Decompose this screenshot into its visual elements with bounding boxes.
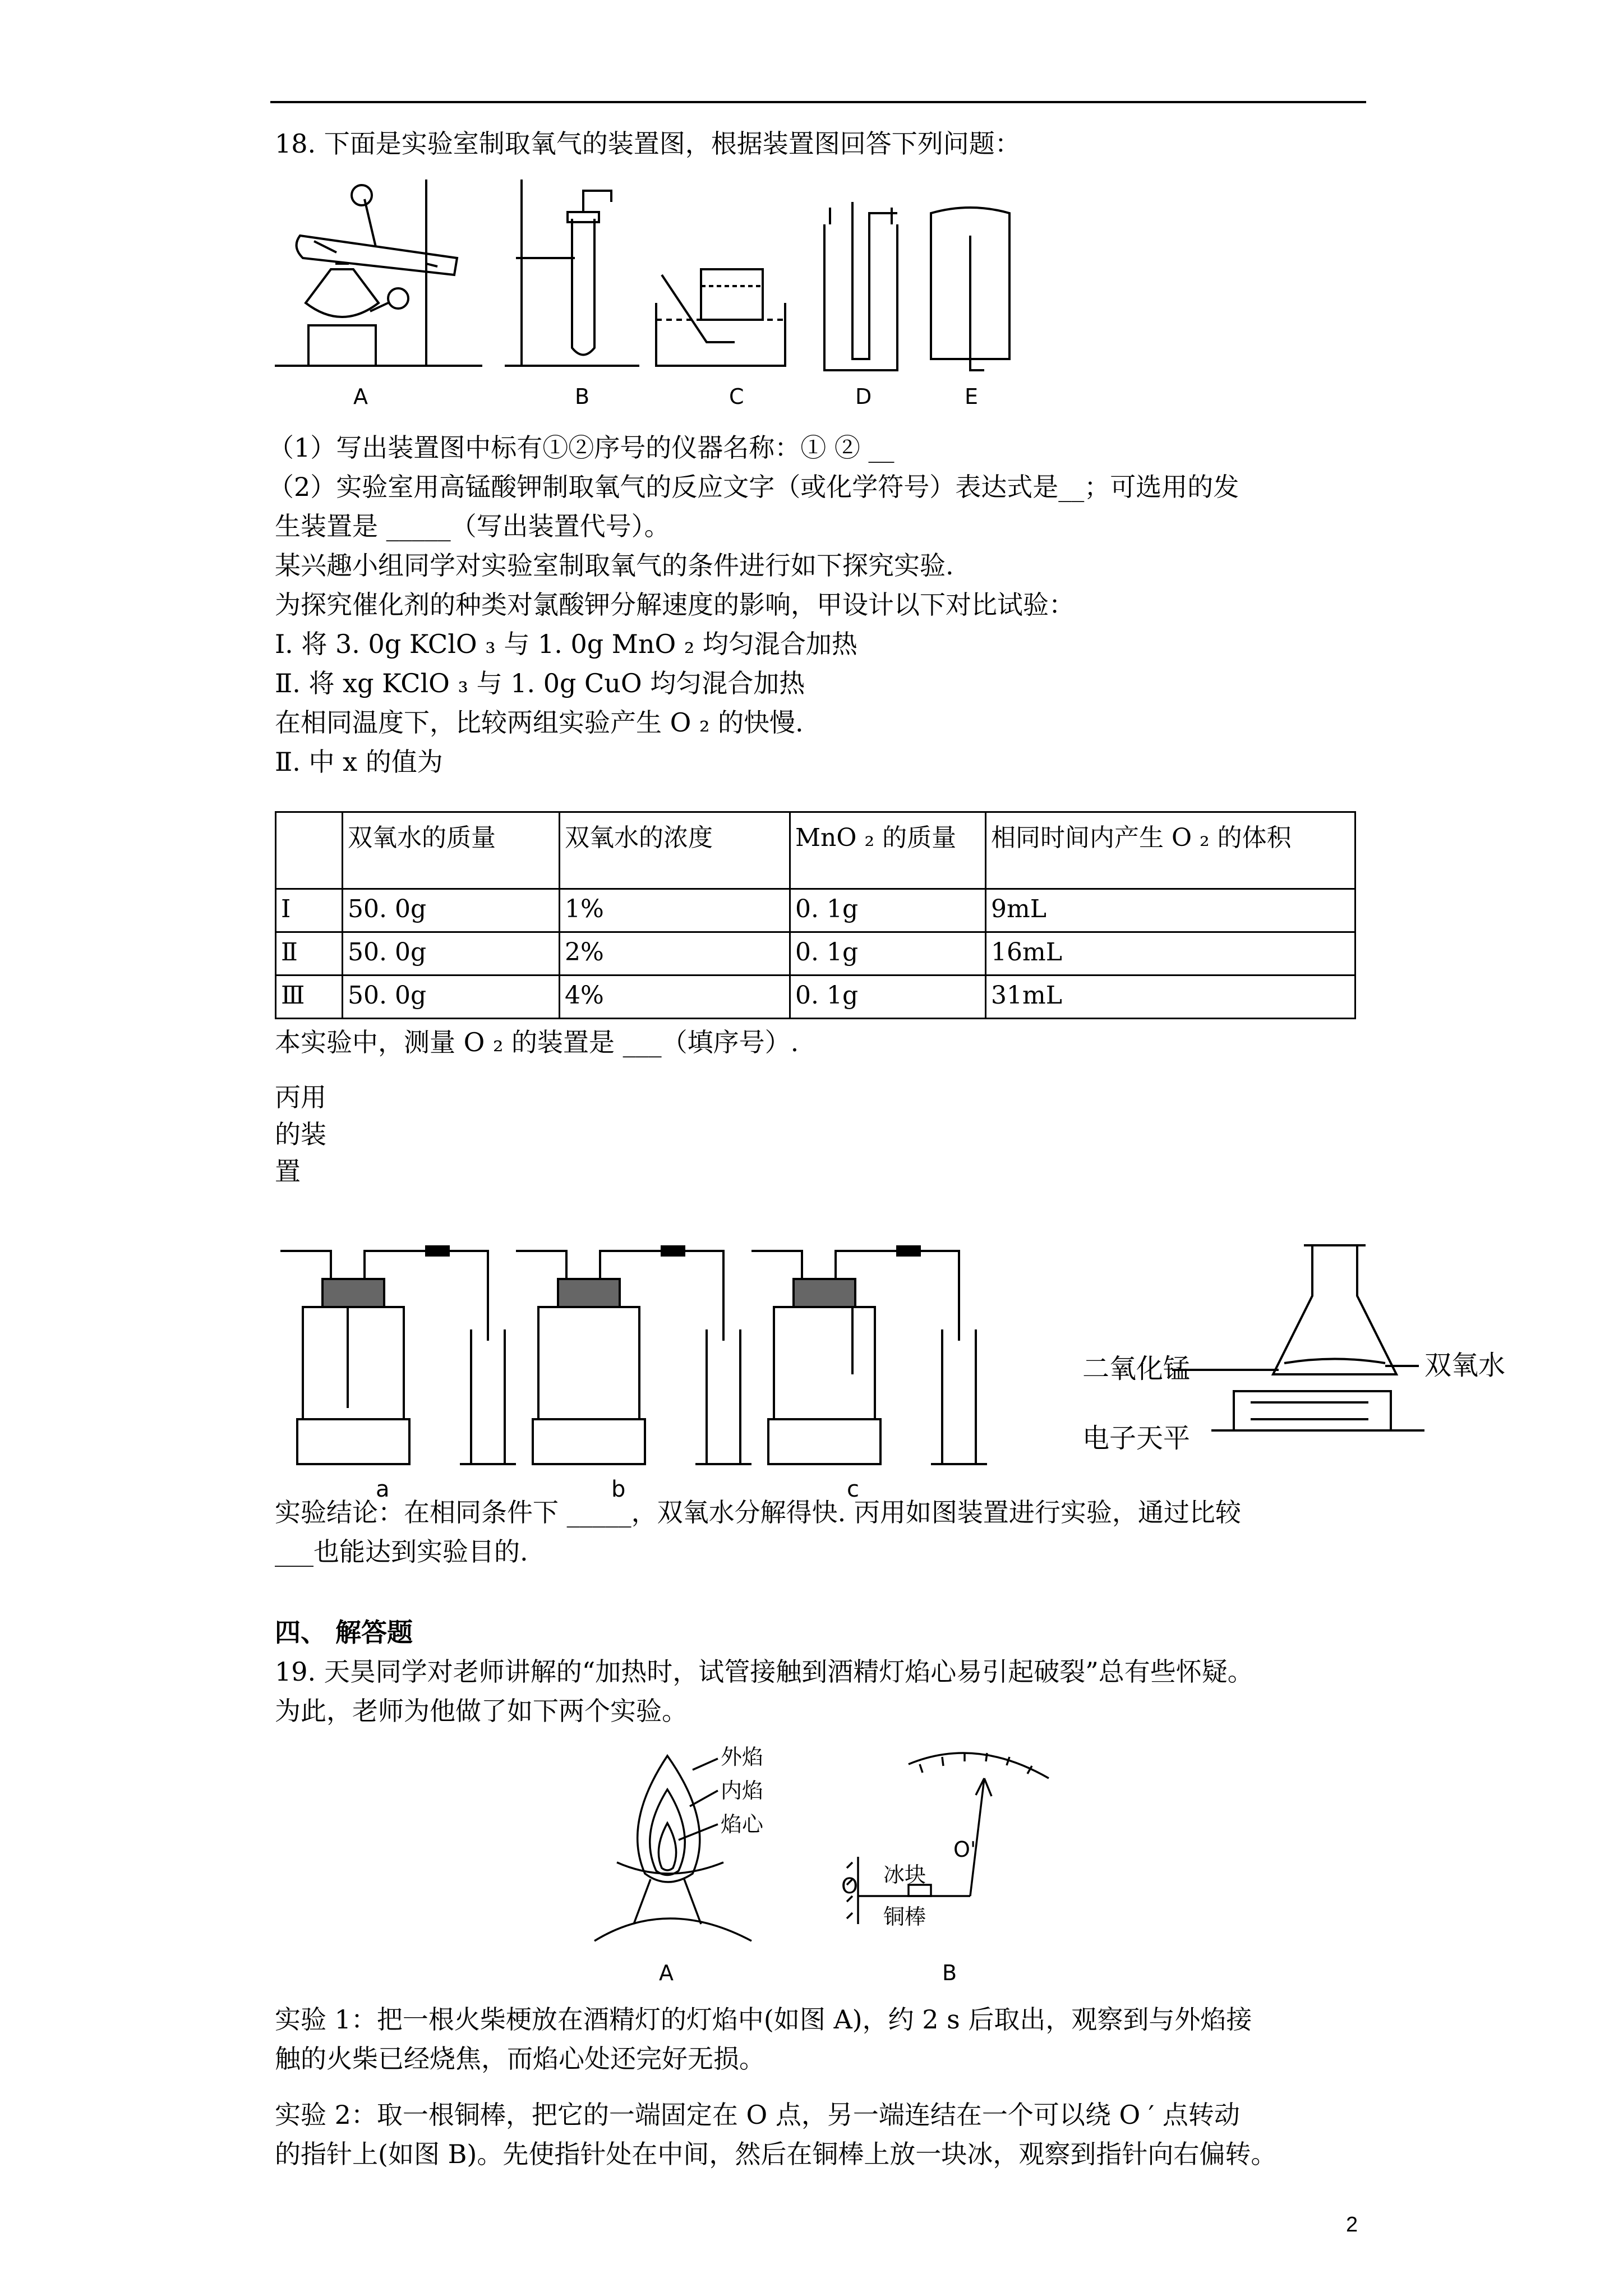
label-a: A	[353, 384, 368, 409]
label-d: D	[855, 384, 872, 409]
test-tube	[297, 236, 457, 275]
table-cell: 16mL	[986, 932, 1355, 976]
table-cell: 4%	[560, 976, 790, 1019]
q18-intro: 某兴趣小组同学对实验室制取氧气的条件进行如下探究实验.	[275, 550, 954, 581]
oxygen-apparatus-figure	[269, 168, 1082, 415]
label-c: C	[729, 384, 744, 409]
exp1-line1: 实验 1：把一根火柴梗放在酒精灯的灯焰中(如图 A)，约 2 s 后取出，观察到与外焰接	[275, 2004, 1252, 2035]
q18-exp1: Ⅰ. 将 3. 0g KClO ₃ 与 1. 0g MnO ₂ 均匀混合加热	[275, 629, 857, 659]
label-fig-b: b	[611, 1476, 626, 1502]
setup-b	[516, 1246, 751, 1464]
label-ice: 冰块	[883, 1862, 926, 1887]
setup-c	[751, 1246, 987, 1464]
table-cell: 0. 1g	[790, 889, 986, 932]
table-cell: 2%	[560, 932, 790, 976]
table-cell: Ⅲ	[276, 976, 343, 1019]
label-inner-flame: 内焰	[721, 1778, 764, 1803]
flame-experiment-figure	[583, 1745, 1122, 1991]
alcohol-lamp	[306, 269, 379, 317]
water-trough	[656, 303, 785, 366]
exp1-line2: 触的火柴已经烧焦，而焰心处还完好无损。	[275, 2044, 765, 2074]
label-mno2: 二氧化锰	[1082, 1353, 1191, 1384]
copper-rod-diagram	[847, 1753, 1049, 1924]
q19-line2: 为此，老师为他做了如下两个实验。	[275, 1696, 688, 1726]
side-line-2: 的装	[275, 1119, 326, 1149]
table-cell: 50. 0g	[343, 932, 560, 976]
table-row	[276, 976, 1355, 1019]
table-cell: 50. 0g	[343, 889, 560, 932]
mark-circle-2	[388, 288, 408, 309]
label-point-O: O	[841, 1874, 858, 1898]
label-point-O-prime: O'	[953, 1837, 976, 1862]
table-cell: 0. 1g	[790, 932, 986, 976]
setup-a	[280, 1246, 516, 1464]
label-copper: 铜棒	[883, 1904, 926, 1929]
q18-part2b: 生装置是 _____（写出装置代号）。	[275, 511, 670, 541]
table-row	[276, 889, 1355, 932]
q19-line1: 19. 天昊同学对老师讲解的“加热时，试管接触到酒精灯焰心易引起破裂”总有些怀疑。	[275, 1657, 1253, 1687]
label-fig-B: B	[942, 1961, 957, 1985]
gas-jar-c	[701, 269, 763, 320]
exp2-line2: 的指针上(如图 B)。先使指针处在中间，然后在铜棒上放一块冰，观察到指针向右偏转。	[275, 2139, 1277, 2169]
q18-part1: （1）写出装置图中标有①②序号的仪器名称：① ② __	[268, 432, 895, 463]
q18-x-value: Ⅱ. 中 x 的值为	[275, 747, 443, 777]
side-line-3: 置	[275, 1156, 301, 1186]
label-e: E	[965, 384, 979, 409]
q18-exp2: Ⅱ. 将 xg KClO ₃ 与 1. 0g CuO 均匀混合加热	[275, 668, 805, 698]
table-cell: Ⅰ	[276, 889, 343, 932]
label-flame-core: 焰心	[721, 1812, 764, 1837]
table-header-cell: MnO ₂ 的质量	[790, 812, 986, 889]
q18-conclusion-a: 实验结论：在相同条件下 _____，双氧水分解得快. 丙用如图装置进行实验，通过比较	[275, 1497, 1241, 1527]
table-cell: 9mL	[986, 889, 1355, 932]
label-outer-flame: 外焰	[721, 1745, 764, 1769]
exp2-line1: 实验 2：取一根铜棒，把它的一端固定在 O 点，另一端连结在一个可以绕 O ′ 点转动	[275, 2100, 1240, 2130]
q18-measure: 本实验中，测量 O ₂ 的装置是 ___（填序号）.	[275, 1027, 799, 1057]
table-header-cell: 双氧水的浓度	[560, 812, 790, 889]
mark-circle-1	[352, 185, 372, 205]
gas-jar-d	[824, 224, 897, 370]
label-b: B	[575, 384, 590, 409]
section-heading: 四、 解答题	[275, 1617, 413, 1648]
q18-part2a: （2）实验室用高锰酸钾制取氧气的反应文字（或化学符号）表达式是__；可选用的发	[268, 472, 1239, 502]
label-fig-A: A	[659, 1961, 674, 1985]
table-cell: 0. 1g	[790, 976, 986, 1019]
table-cell: 50. 0g	[343, 976, 560, 1019]
h2o2-data-table	[275, 811, 1356, 1019]
label-h2o2: 双氧水	[1424, 1350, 1506, 1381]
table-header-cell	[276, 812, 343, 889]
table-header-cell: 相同时间内产生 O ₂ 的体积	[986, 812, 1355, 889]
q18-purpose: 为探究催化剂的种类对氯酸钾分解速度的影响，甲设计以下对比试验：	[275, 590, 1075, 620]
table-header-row	[276, 812, 1355, 889]
label-fig-a: a	[376, 1476, 390, 1502]
tube-b	[572, 219, 594, 355]
page-number: 2	[1346, 2213, 1358, 2237]
header-rule	[270, 101, 1366, 103]
gas-measure-figure	[269, 1228, 1548, 1515]
table-header-cell: 双氧水的质量	[343, 812, 560, 889]
table-cell: Ⅱ	[276, 932, 343, 976]
q18-title: 18. 下面是实验室制取氧气的装置图，根据装置图回答下列问题：	[275, 128, 1021, 159]
q18-compare: 在相同温度下，比较两组实验产生 O ₂ 的快慢.	[275, 707, 804, 738]
table-row	[276, 932, 1355, 976]
q18-conclusion-b: ___也能达到实验目的.	[275, 1536, 528, 1567]
side-line-1: 丙用	[275, 1082, 326, 1112]
table-cell: 1%	[560, 889, 790, 932]
table-cell: 31mL	[986, 976, 1355, 1019]
label-fig-c: c	[847, 1476, 859, 1502]
wood-block	[308, 325, 376, 366]
label-balance: 电子天平	[1082, 1423, 1191, 1454]
balance-setup	[1172, 1245, 1424, 1430]
